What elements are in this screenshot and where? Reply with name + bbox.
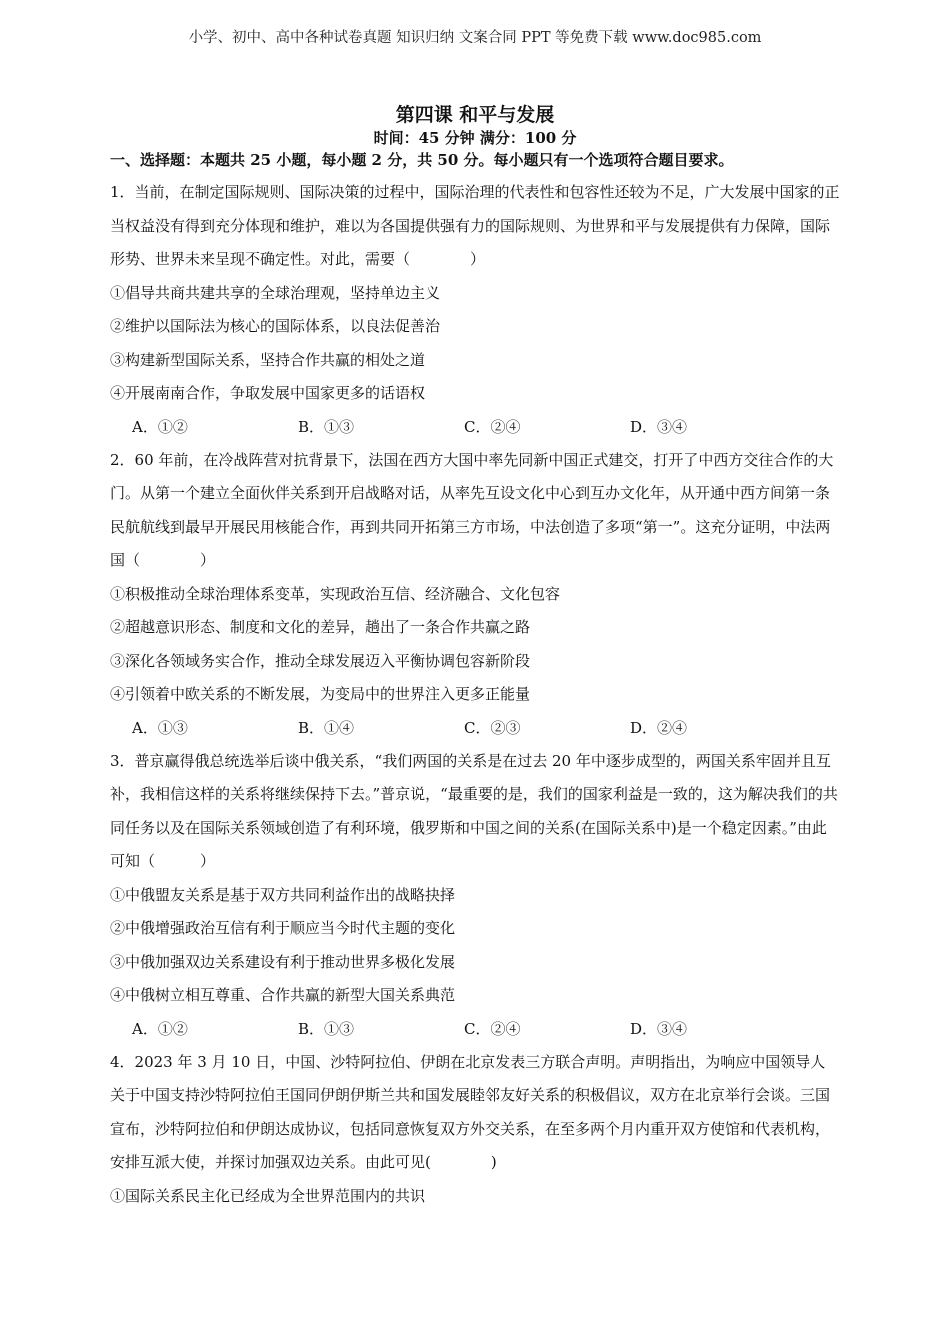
question-stem: 3．普京赢得俄总统选举后谈中俄关系，“我们两国的关系是在过去 20 年中逐步成型的，两国关系牢固并且互补，我相信这样的关系将继续保持下去。”普京说，“最重要的是，我们的国家利益是一致的，这为解决我们的共同任务以及在国际关系领域创造了有利环境，俄罗斯和中国之间的关系(在国际关系中)是一个稳定因素。”由此可知（ ） xyxy=(110,751,838,870)
choice-c: C．②③ xyxy=(464,718,521,737)
statement-option: ③中俄加强双边关系建设有利于推动世界多极化发展 xyxy=(110,952,456,971)
choice-c: C．②④ xyxy=(464,1019,521,1038)
choice-d: D．③④ xyxy=(630,1019,688,1038)
section-heading: 一、选择题：本题共 25 小题，每小题 2 分，共 50 分。每小题只有一个选项符合题目要求。 xyxy=(110,151,734,169)
statement-option: ②中俄增强政治互信有利于顺应当今时代主题的变化 xyxy=(110,919,456,937)
question-4 xyxy=(110,1046,840,1214)
exam-info: 时间：45 分钟 满分：100 分 xyxy=(373,129,577,147)
choice-d: D．③④ xyxy=(630,417,688,436)
statement-option: ②超越意识形态、制度和文化的差异，趟出了一条合作共赢之路 xyxy=(110,618,531,636)
page-header: 小学、初中、高中各种试卷真题 知识归纳 文案合同 PPT 等免费下载 www.doc985.com xyxy=(188,30,762,46)
question-stem: 1．当前，在制定国际规则、国际决策的过程中，国际治理的代表性和包容性还较为不足，广大发展中国家的正当权益没有得到充分体现和维护，难以为各国提供强有力的国际规则、为世界和平与发展提供有力保障，国际形势、世界未来呈现不确定性。对此，需要（ ） xyxy=(110,183,840,268)
statement-option: ①积极推动全球治理体系变革，实现政治互信、经济融合、文化包容 xyxy=(110,584,561,603)
question-list xyxy=(110,176,840,1213)
statement-option: ④引领着中欧关系的不断发展，为变局中的世界注入更多正能量 xyxy=(110,685,531,703)
page-title: 第四课 和平与发展 xyxy=(395,104,555,126)
statement-option: ②维护以国际法为核心的国际体系，以良法促善治 xyxy=(110,317,441,335)
answer-choices xyxy=(110,712,840,745)
choice-a: A．①③ xyxy=(132,718,188,737)
statement-option: ③深化各领域务实合作，推动全球发展迈入平衡协调包容新阶段 xyxy=(110,651,531,670)
choice-c: C．②④ xyxy=(464,417,521,436)
statement-option: ①中俄盟友关系是基于双方共同利益作出的战略抉择 xyxy=(110,885,456,904)
choice-d: D．②④ xyxy=(630,718,688,737)
choice-a: A．①② xyxy=(132,1019,188,1038)
answer-choices xyxy=(110,1013,840,1046)
question-1 xyxy=(110,176,840,444)
question-stem: 2．60 年前，在冷战阵营对抗背景下，法国在西方大国中率先同新中国正式建交，打开了中西方交往合作的大门。从第一个建立全面伙伴关系到开启战略对话，从率先互设文化中心到互办文化年，从开通中西方间第一条民航航线到最早开展民用核能合作，再到共同开拓第三方市场，中法创造了多项“第一”。这充分证明，中法两国（ ） xyxy=(110,450,834,569)
statement-option: ③构建新型国际关系，坚持合作共赢的相处之道 xyxy=(110,350,426,369)
statement-option: ④开展南南合作，争取发展中国家更多的话语权 xyxy=(110,384,426,402)
choice-a: A．①② xyxy=(132,417,188,436)
question-3 xyxy=(110,745,840,1046)
choice-b: B．①③ xyxy=(298,417,355,436)
choice-b: B．①④ xyxy=(298,718,355,737)
choice-b: B．①③ xyxy=(298,1019,355,1038)
statement-option: ④中俄树立相互尊重、合作共赢的新型大国关系典范 xyxy=(110,986,456,1004)
statement-option: ①国际关系民主化已经成为全世界范围内的共识 xyxy=(110,1186,426,1205)
statement-option: ①倡导共商共建共享的全球治理观，坚持单边主义 xyxy=(110,283,441,302)
question-stem: 4．2023 年 3 月 10 日，中国、沙特阿拉伯、伊朗在北京发表三方联合声明。声明指出，为响应中国领导人关于中国支持沙特阿拉伯王国同伊朗伊斯兰共和国发展睦邻友好关系的积极倡议，双方在北京举行会谈。三国宣布，沙特阿拉伯和伊朗达成协议，包括同意恢复双方外交关系，在至多两个月内重开双方使馆和代表机构，安排互派大使，并探讨加强双边关系。由此可见( ) xyxy=(110,1052,831,1171)
answer-choices xyxy=(110,411,840,444)
question-2 xyxy=(110,444,840,745)
